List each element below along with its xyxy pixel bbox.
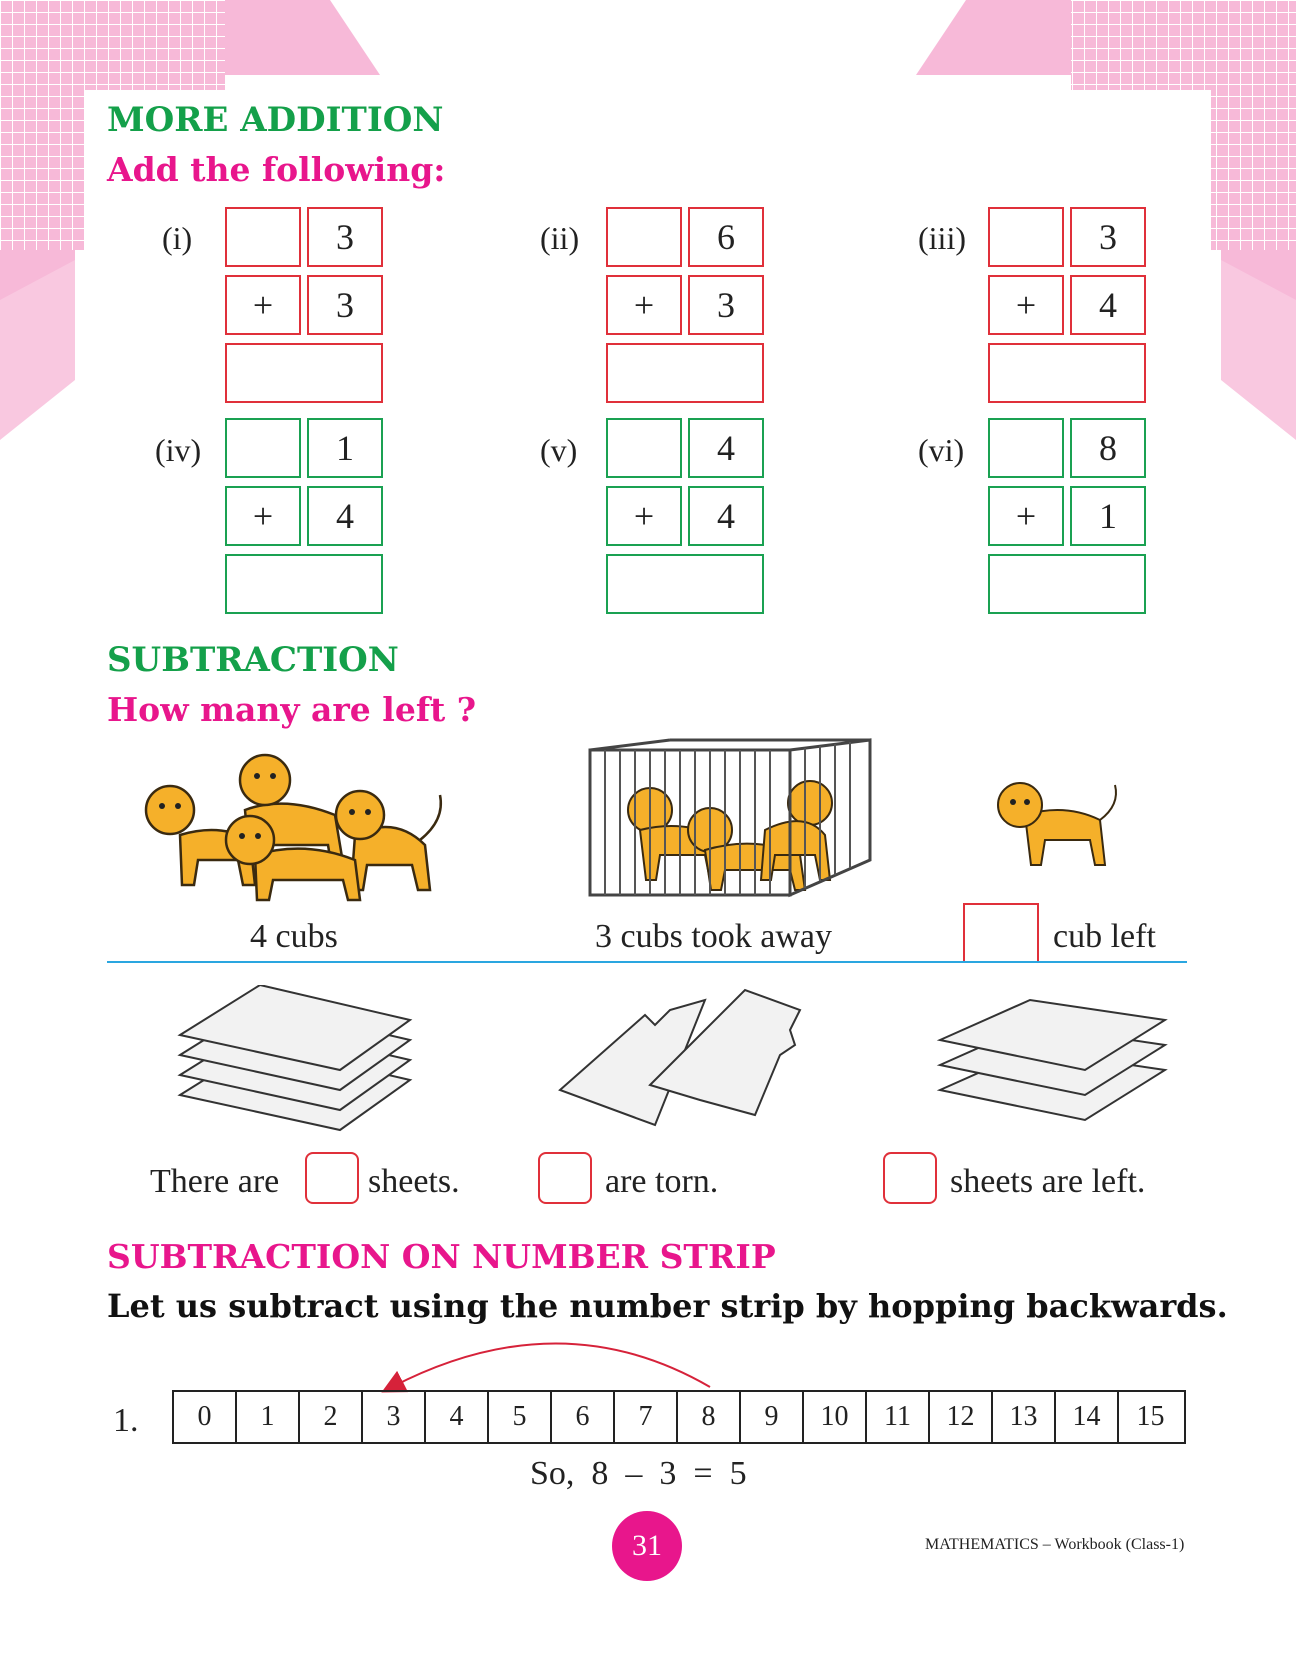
ones-box: 6	[688, 207, 764, 267]
operator-box: +	[988, 486, 1064, 546]
remaining-sheets-illustration	[935, 985, 1175, 1125]
strip-cell: 14	[1056, 1392, 1119, 1442]
strip-cell: 7	[615, 1392, 678, 1442]
ones-box: 8	[1070, 418, 1146, 478]
tens-box[interactable]	[988, 207, 1064, 267]
strip-cell: 15	[1136, 1401, 1165, 1432]
problem-label: (v)	[540, 432, 578, 468]
tens-box[interactable]	[225, 207, 301, 267]
answer-box[interactable]	[606, 554, 764, 614]
section-title-subtraction: SUBTRACTION	[107, 640, 399, 680]
divider-line	[107, 961, 1187, 963]
ones-box: 3	[1070, 207, 1146, 267]
sheets-left-answer-box[interactable]	[883, 1152, 937, 1204]
strip-cell: 6	[552, 1392, 615, 1442]
ones-box: 4	[1070, 275, 1146, 335]
strip-cell: 11	[867, 1392, 930, 1442]
answer-box[interactable]	[225, 554, 383, 614]
strip-cell: 4	[426, 1392, 489, 1442]
operator-box: +	[606, 486, 682, 546]
ones-box: 1	[307, 418, 383, 478]
ones-box: 4	[688, 418, 764, 478]
tens-box[interactable]	[988, 418, 1064, 478]
strip-cell: 12	[930, 1392, 993, 1442]
strip-cell: 0	[174, 1392, 237, 1442]
section-title-addition: MORE ADDITION	[107, 100, 444, 140]
answer-box[interactable]	[988, 343, 1146, 403]
sheets-caption: sheets.	[368, 1163, 460, 1200]
ones-box: 3	[307, 207, 383, 267]
sheets-total-answer-box[interactable]	[305, 1152, 359, 1204]
four-cubs-illustration	[135, 740, 475, 910]
sheets-left-caption: sheets are left.	[950, 1163, 1146, 1200]
number-strip	[172, 1390, 1186, 1444]
section-subtitle-number-strip: Let us subtract using the number strip by hopping backwards.	[107, 1287, 1228, 1325]
cubs-taken-caption: 3 cubs took away	[595, 918, 833, 955]
strip-cell: 2	[300, 1392, 363, 1442]
strip-cell: 8	[678, 1392, 741, 1442]
section-subtitle-addition: Add the following:	[107, 150, 446, 189]
cubs-total-caption: 4 cubs	[250, 918, 338, 955]
operator-box: +	[988, 275, 1064, 335]
strip-cell: 5	[489, 1392, 552, 1442]
hop-arrow	[380, 1325, 720, 1395]
operator-box: +	[225, 486, 301, 546]
strip-cell: 10	[804, 1392, 867, 1442]
torn-sheets-illustration	[555, 985, 820, 1130]
operator-box: +	[225, 275, 301, 335]
ones-box: 4	[688, 486, 764, 546]
tens-box[interactable]	[225, 418, 301, 478]
strip-cell: 1	[237, 1392, 300, 1442]
subtraction-result: So, 8 – 3 = 5	[530, 1455, 747, 1492]
book-title-footer: MATHEMATICS – Workbook (Class-1)	[925, 1536, 1185, 1553]
single-cub-illustration	[990, 775, 1130, 875]
problem-label: (vi)	[918, 432, 965, 468]
item-number: 1.	[113, 1402, 139, 1439]
section-title-number-strip: SUBTRACTION ON NUMBER STRIP	[107, 1237, 776, 1276]
ones-box: 1	[1070, 486, 1146, 546]
problem-label: (i)	[162, 220, 193, 256]
ones-box: 3	[307, 275, 383, 335]
tens-box[interactable]	[606, 207, 682, 267]
page-number-badge: 31	[612, 1511, 682, 1581]
caged-cubs-illustration	[585, 735, 875, 905]
operator-box: +	[606, 275, 682, 335]
section-subtitle-subtraction: How many are left ?	[107, 690, 477, 729]
answer-box[interactable]	[988, 554, 1146, 614]
ones-box: 4	[307, 486, 383, 546]
stack-of-sheets-illustration	[170, 985, 430, 1135]
problem-label: (iii)	[918, 220, 966, 256]
strip-cell: 9	[741, 1392, 804, 1442]
problem-label: (iv)	[155, 432, 202, 468]
cubs-left-answer-box[interactable]	[963, 903, 1039, 963]
answer-box[interactable]	[606, 343, 764, 403]
answer-box[interactable]	[225, 343, 383, 403]
tens-box[interactable]	[606, 418, 682, 478]
ones-box: 3	[688, 275, 764, 335]
sheets-torn-caption: are torn.	[605, 1163, 719, 1200]
strip-cell: 13	[993, 1392, 1056, 1442]
strip-cell: 3	[363, 1392, 426, 1442]
sheets-there-are-caption: There are	[150, 1163, 280, 1200]
sheets-torn-answer-box[interactable]	[538, 1152, 592, 1204]
cubs-left-caption: cub left	[1053, 918, 1156, 955]
problem-label: (ii)	[540, 220, 580, 256]
